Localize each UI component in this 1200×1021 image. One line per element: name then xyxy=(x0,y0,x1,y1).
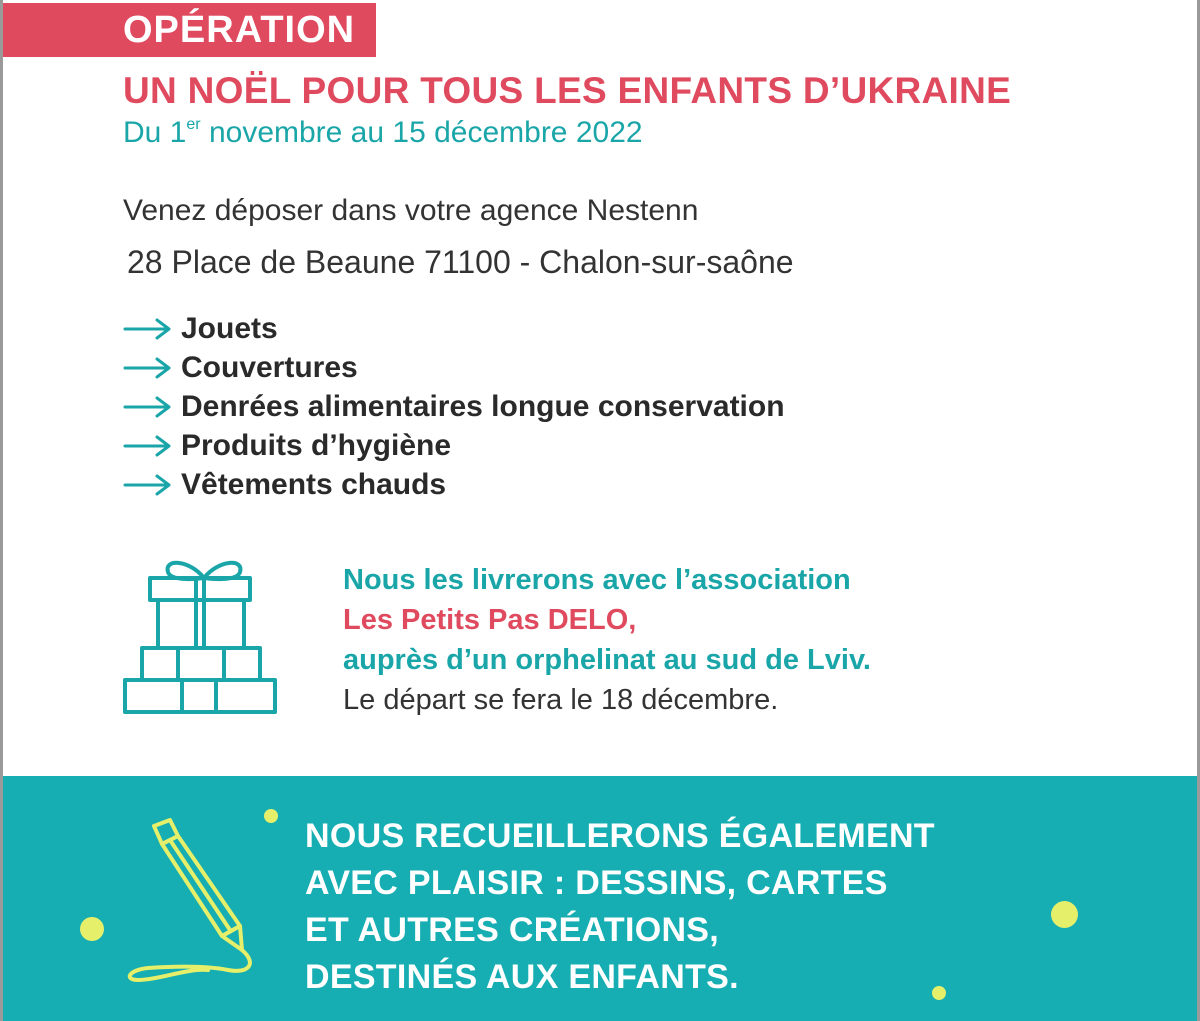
collection-line: ET AUTRES CRÉATIONS, xyxy=(305,911,720,949)
agency-address: 28 Place de Beaune 71100 - Chalon-sur-saône xyxy=(127,244,794,280)
list-item xyxy=(123,465,785,504)
departure-date: Le départ se fera le 18 décembre. xyxy=(343,684,779,716)
date-range-prefix: Du 1 xyxy=(123,116,187,149)
arrow-right-icon xyxy=(123,435,173,457)
date-range-superscript: er xyxy=(186,116,201,133)
arrow-right-icon xyxy=(123,357,173,379)
list-item-label: Denrées alimentaires longue conservation xyxy=(181,389,785,423)
list-item xyxy=(123,387,785,426)
collection-message xyxy=(305,813,935,1001)
collection-line: DESTINÉS AUX ENFANTS. xyxy=(305,958,739,996)
list-item-label: Couvertures xyxy=(181,350,358,384)
date-range xyxy=(123,116,643,150)
page-title: UN NOËL POUR TOUS LES ENFANTS D’UKRAINE xyxy=(123,70,1012,111)
decorative-dot xyxy=(80,917,104,941)
decorative-dot xyxy=(1051,901,1078,928)
collection-line: NOUS RECUEILLERONS ÉGALEMENT xyxy=(305,817,935,855)
donation-items-list xyxy=(123,309,785,504)
date-range-suffix: novembre au 15 décembre 2022 xyxy=(200,116,643,149)
arrow-right-icon xyxy=(123,474,173,496)
list-item xyxy=(123,426,785,465)
association-line-3: auprès d’un orphelinat au sud de Lviv. xyxy=(343,644,871,676)
list-item xyxy=(123,348,785,387)
list-item-label: Jouets xyxy=(181,311,278,345)
association-line-1: Nous les livrerons avec l’association xyxy=(343,564,851,596)
arrow-right-icon xyxy=(123,318,173,340)
collection-line: AVEC PLAISIR : DESSINS, CARTES xyxy=(305,864,888,902)
operation-tag: OPÉRATION xyxy=(3,3,376,57)
list-item xyxy=(123,309,785,348)
list-item-label: Vêtements chauds xyxy=(181,467,447,501)
pencil-icon xyxy=(118,818,268,988)
gift-stack-icon xyxy=(120,558,280,718)
association-name: Les Petits Pas DELO, xyxy=(343,604,637,636)
association-info xyxy=(343,560,871,720)
intro-text: Venez déposer dans votre agence Nestenn xyxy=(123,194,699,227)
arrow-right-icon xyxy=(123,396,173,418)
list-item-label: Produits d’hygiène xyxy=(181,428,452,462)
